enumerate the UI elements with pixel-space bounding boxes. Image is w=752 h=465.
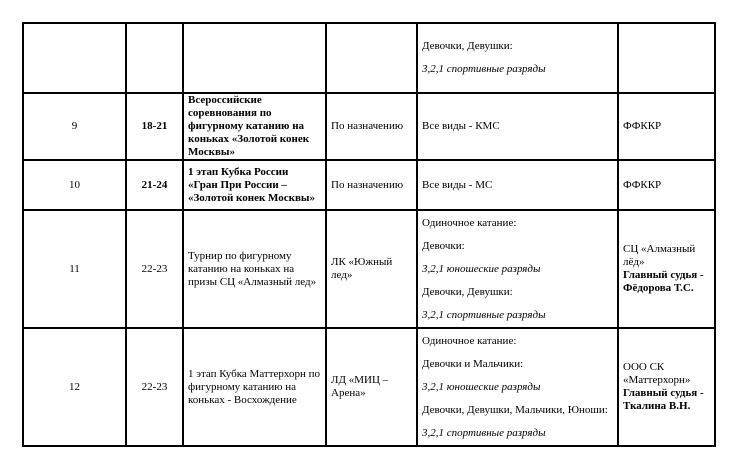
cell-disciplines [417, 210, 618, 328]
discipline-line: Одиночное катание: [422, 334, 517, 347]
cell-number: 10 [23, 160, 126, 210]
cell-disciplines [417, 328, 618, 446]
discipline-line: Девочки: [422, 239, 465, 252]
title-line: фигурному катанию на [188, 120, 305, 132]
table-row [23, 160, 715, 210]
cell-organizer [618, 23, 715, 93]
discipline-line: 3,2,1 спортивные разряды [422, 426, 546, 439]
cell-organizer [618, 210, 715, 328]
title-line: «Золотой конек Москвы» [188, 191, 316, 204]
organizer-line: «Маттерхорн» [623, 374, 691, 386]
title-line: соревнования по [188, 107, 272, 119]
cell-title [183, 210, 326, 328]
title-line: Турнир по фигурному [188, 249, 292, 262]
cell-title [183, 328, 326, 446]
cell-disciplines [417, 23, 618, 93]
discipline-line: Девочки, Девушки, Мальчики, Юноши: [422, 403, 608, 416]
organizer-line: СЦ «Алмазный [623, 243, 696, 255]
competition-schedule-table [22, 22, 716, 447]
title-line: 1 этап Кубка России [188, 165, 289, 178]
cell-place [326, 93, 417, 160]
cell-dates: 22-23 [126, 210, 183, 328]
discipline-line: 3,2,1 спортивные разряды [422, 308, 546, 321]
discipline-line: Девочки и Мальчики: [422, 357, 524, 370]
cell-title [183, 160, 326, 210]
discipline-line: Одиночное катание: [422, 216, 517, 229]
title-line: призы СЦ «Алмазный лед» [188, 275, 317, 288]
place-line: Арена» [331, 387, 366, 399]
cell-title [183, 23, 326, 93]
organizer-line: Фёдорова Т.С. [623, 282, 694, 294]
cell-place [326, 328, 417, 446]
title-line: Москвы» [188, 146, 235, 158]
title-line: фигурному катанию на [188, 380, 297, 393]
cell-title [183, 93, 326, 160]
cell-disciplines [417, 93, 618, 160]
discipline-line: Все виды - МС [422, 178, 493, 191]
cell-dates [126, 23, 183, 93]
cell-place [326, 210, 417, 328]
organizer-line: Главный судья - [623, 269, 704, 281]
title-line: коньках - Восхождение [188, 393, 297, 406]
cell-organizer [618, 93, 715, 160]
place-line: ЛК «Южный [331, 256, 393, 268]
cell-dates: 18-21 [126, 93, 183, 160]
organizer-line: Главный судья - [623, 387, 704, 399]
title-line: 1 этап Кубка Маттерхорн по [188, 367, 321, 380]
discipline-line: 3,2,1 юношеские разряды [422, 380, 541, 393]
table-row [23, 210, 715, 328]
discipline-line: Все виды - КМС [422, 120, 500, 132]
discipline-line: 3,2,1 юношеские разряды [422, 262, 541, 275]
title-line: коньках «Золотой конек [188, 133, 310, 145]
cell-disciplines [417, 160, 618, 210]
organizer-line: ФФККР [623, 178, 662, 191]
place-line: По назначению [331, 120, 404, 132]
table-row [23, 328, 715, 446]
discipline-line: Девочки, Девушки: [422, 285, 513, 298]
place-line: ЛД «МИЦ – [331, 374, 389, 386]
title-line: Всероссийские [188, 94, 262, 106]
organizer-line: лёд» [623, 256, 645, 268]
cell-number: 12 [23, 328, 126, 446]
organizer-line: Ткалина В.Н. [623, 400, 691, 412]
organizer-line: ООО СК [623, 361, 665, 373]
cell-number: 9 [23, 93, 126, 160]
cell-organizer [618, 328, 715, 446]
table-row [23, 23, 715, 93]
table-row [23, 93, 715, 160]
place-line: лед» [331, 269, 353, 281]
title-line: катанию на коньках на [188, 262, 295, 275]
cell-place [326, 23, 417, 93]
discipline-line: 3,2,1 спортивные разряды [422, 63, 546, 75]
cell-number [23, 23, 126, 93]
cell-dates: 21-24 [126, 160, 183, 210]
discipline-line: Девочки, Девушки: [422, 40, 513, 52]
cell-place [326, 160, 417, 210]
cell-organizer [618, 160, 715, 210]
organizer-line: ФФККР [623, 120, 662, 132]
title-line: «Гран При России – [188, 178, 287, 191]
place-line: По назначению [331, 178, 404, 191]
cell-dates: 22-23 [126, 328, 183, 446]
cell-number: 11 [23, 210, 126, 328]
